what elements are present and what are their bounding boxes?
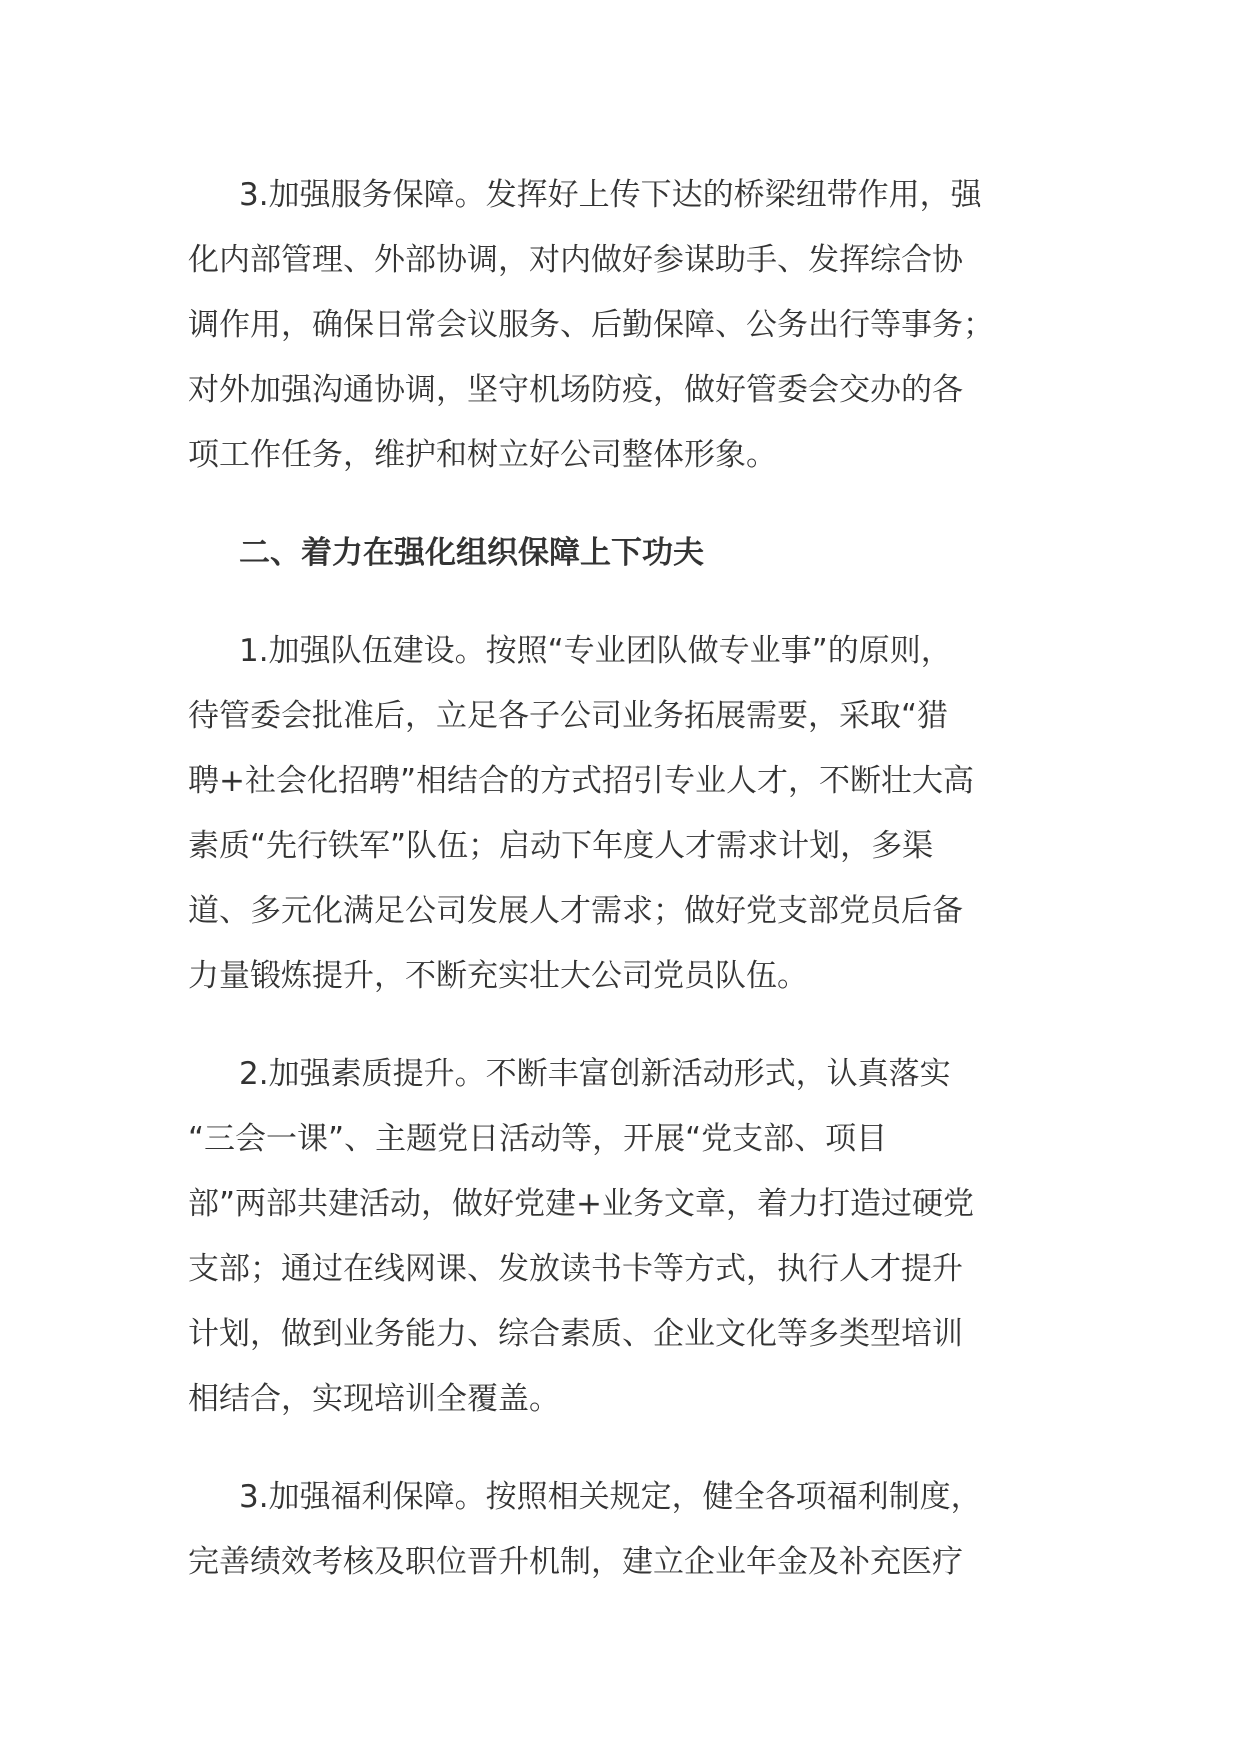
paragraph-line: 对外加强沟通协调，坚守机场防疫，做好管委会交办的各 <box>188 372 963 408</box>
paragraph-line: 2.加强素质提升。不断丰富创新活动形式，认真落实 <box>239 1056 951 1092</box>
paragraph-line: 待管委会批准后，立足各子公司业务拓展需要，采取“猎 <box>188 698 949 734</box>
paragraph-line: 化内部管理、外部协调，对内做好参谋助手、发挥综合协 <box>188 242 963 278</box>
paragraph-line: “三会一课”、主题党日活动等，开展“党支部、项目 <box>188 1121 888 1157</box>
document-body <box>188 163 1058 1628</box>
paragraph-line: 3.加强福利保障。按照相关规定，健全各项福利制度， <box>239 1479 982 1515</box>
paragraph-line: 3.加强服务保障。发挥好上传下达的桥梁纽带作用，强 <box>239 177 982 213</box>
paragraph-line: 道、多元化满足公司发展人才需求；做好党支部党员后备 <box>188 893 963 929</box>
paragraph-quality-improvement <box>188 1042 1058 1432</box>
paragraph-team-building <box>188 619 1058 1009</box>
paragraph-line: 调作用，确保日常会议服务、后勤保障、公务出行等事务； <box>188 307 994 343</box>
paragraph-line: 1.加强队伍建设。按照“专业团队做专业事”的原则， <box>239 633 952 669</box>
paragraph-service-guarantee <box>188 163 1058 488</box>
paragraph-line: 力量锻炼提升，不断充实壮大公司党员队伍。 <box>188 958 808 994</box>
paragraph-line: 聘+社会化招聘”相结合的方式招引专业人才，不断壮大高 <box>188 763 975 799</box>
section-heading-text: 二、着力在强化组织保障上下功夫 <box>239 535 704 571</box>
paragraph-line: 完善绩效考核及职位晋升机制，建立企业年金及补充医疗 <box>188 1544 963 1580</box>
paragraph-line: 素质“先行铁军”队伍；启动下年度人才需求计划，多渠 <box>188 828 934 864</box>
paragraph-line: 计划，做到业务能力、综合素质、企业文化等多类型培训 <box>188 1316 963 1352</box>
section-heading <box>188 521 1058 586</box>
paragraph-welfare-guarantee <box>188 1465 1058 1595</box>
paragraph-line: 支部；通过在线网课、发放读书卡等方式，执行人才提升 <box>188 1251 963 1287</box>
paragraph-line: 项工作任务，维护和树立好公司整体形象。 <box>188 437 777 473</box>
paragraph-line: 部”两部共建活动，做好党建+业务文章，着力打造过硬党 <box>188 1186 975 1222</box>
paragraph-line: 相结合，实现培训全覆盖。 <box>188 1381 560 1417</box>
